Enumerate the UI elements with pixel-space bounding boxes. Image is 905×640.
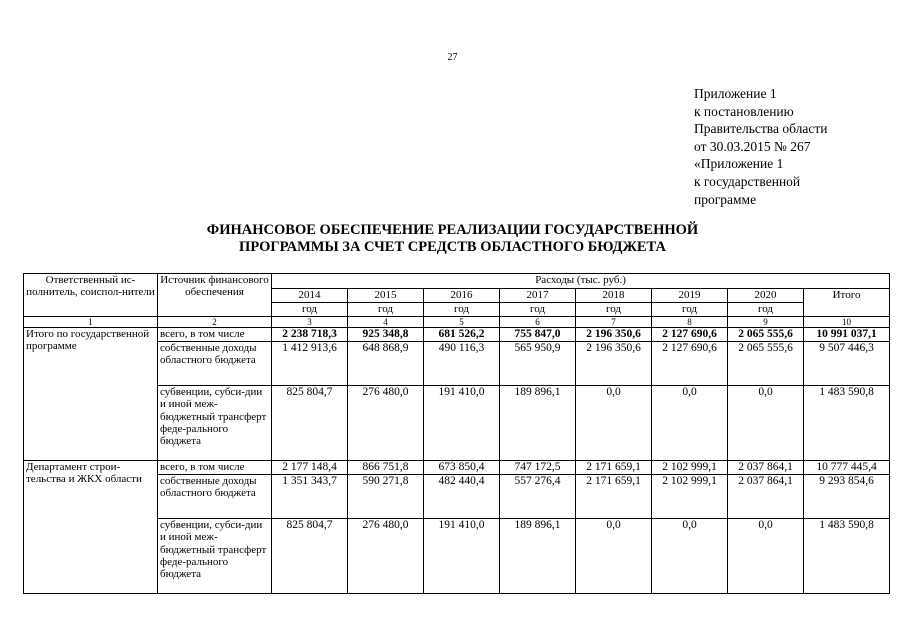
finance-table (23, 273, 890, 594)
appendix-line: к государственной (694, 173, 801, 189)
appendix-line: Приложение 1 (694, 86, 777, 101)
responsible-cell: Департамент строи-тельства и ЖКХ области (24, 461, 158, 594)
header-year: 2017 (500, 289, 576, 303)
header-year: 2014 (272, 289, 348, 303)
amount-cell: 2 238 718,3 (272, 328, 348, 342)
amount-cell: 1 483 590,8 (804, 519, 890, 594)
title-line: ФИНАНСОВОЕ ОБЕСПЕЧЕНИЕ РЕАЛИЗАЦИИ ГОСУДАРСТВЕННОЙ (206, 222, 699, 238)
amount-cell: 2 102 999,1 (652, 461, 728, 475)
amount-cell: 2 171 659,1 (576, 475, 652, 519)
amount-cell: 0,0 (652, 519, 728, 594)
amount-cell: 755 847,0 (500, 328, 576, 342)
amount-cell: 565 950,9 (500, 342, 576, 386)
header-year-unit: год (348, 303, 424, 317)
amount-cell: 0,0 (576, 519, 652, 594)
header-year-unit: год (500, 303, 576, 317)
appendix-line: Правительства области (694, 121, 828, 137)
amount-cell: 0,0 (728, 386, 804, 461)
column-number: 6 (500, 317, 576, 328)
source-cell: субвенции, субси-дии и иной меж-бюджетный трансферт феде-рального бюджета (158, 386, 272, 461)
header-year-unit: год (424, 303, 500, 317)
header-year: 2020 (728, 289, 804, 303)
document-title (0, 222, 905, 256)
header-year-unit: год (728, 303, 804, 317)
amount-cell: 10 777 445,4 (804, 461, 890, 475)
column-number: 5 (424, 317, 500, 328)
amount-cell: 673 850,4 (424, 461, 500, 475)
source-cell: всего, в том числе (158, 461, 272, 475)
amount-cell: 557 276,4 (500, 475, 576, 519)
column-number: 1 (24, 317, 158, 328)
header-year: 2019 (652, 289, 728, 303)
amount-cell: 747 172,5 (500, 461, 576, 475)
header-year-unit: год (576, 303, 652, 317)
amount-cell: 590 271,8 (348, 475, 424, 519)
header-expenses: Расходы (тыс. руб.) (272, 274, 890, 289)
amount-cell: 2 037 864,1 (728, 475, 804, 519)
amount-cell: 681 526,2 (424, 328, 500, 342)
header-source: Источник финансового обеспечения (158, 274, 272, 317)
amount-cell: 482 440,4 (424, 475, 500, 519)
amount-cell: 2 065 555,6 (728, 342, 804, 386)
column-number: 10 (804, 317, 890, 328)
column-number: 2 (158, 317, 272, 328)
amount-cell: 2 196 350,6 (576, 328, 652, 342)
amount-cell: 0,0 (652, 386, 728, 461)
amount-cell: 276 480,0 (348, 386, 424, 461)
amount-cell: 866 751,8 (348, 461, 424, 475)
amount-cell: 490 116,3 (424, 342, 500, 386)
amount-cell: 825 804,7 (272, 386, 348, 461)
header-year: 2016 (424, 289, 500, 303)
amount-cell: 1 412 913,6 (272, 342, 348, 386)
amount-cell: 276 480,0 (348, 519, 424, 594)
column-number: 7 (576, 317, 652, 328)
title-line: ПРОГРАММЫ ЗА СЧЕТ СРЕДСТВ ОБЛАСТНОГО БЮДЖЕТА (239, 239, 666, 255)
amount-cell: 0,0 (576, 386, 652, 461)
amount-cell: 189 896,1 (500, 386, 576, 461)
header-year-unit: год (272, 303, 348, 317)
amount-cell: 2 065 555,6 (728, 328, 804, 342)
amount-cell: 1 483 590,8 (804, 386, 890, 461)
amount-cell: 9 507 446,3 (804, 342, 890, 386)
amount-cell: 2 177 148,4 (272, 461, 348, 475)
table-row (24, 328, 890, 342)
header-year-unit: год (652, 303, 728, 317)
amount-cell: 2 102 999,1 (652, 475, 728, 519)
amount-cell: 191 410,0 (424, 519, 500, 594)
source-cell: собственные доходы областного бюджета (158, 475, 272, 519)
table-row (24, 461, 890, 475)
source-cell: собственные доходы областного бюджета (158, 342, 272, 386)
column-number: 4 (348, 317, 424, 328)
amount-cell: 825 804,7 (272, 519, 348, 594)
header-year: 2015 (348, 289, 424, 303)
amount-cell: 925 348,8 (348, 328, 424, 342)
amount-cell: 2 196 350,6 (576, 342, 652, 386)
amount-cell: 0,0 (728, 519, 804, 594)
amount-cell: 2 171 659,1 (576, 461, 652, 475)
amount-cell: 10 991 037,1 (804, 328, 890, 342)
source-cell: субвенции, субси-дии и иной меж-бюджетный трансферт феде-рального бюджета (158, 519, 272, 594)
amount-cell: 191 410,0 (424, 386, 500, 461)
appendix-block (694, 85, 827, 208)
appendix-line: «Приложение 1 (694, 156, 784, 172)
header-total: Итого (804, 289, 890, 317)
page-number: 27 (447, 52, 458, 63)
column-number: 9 (728, 317, 804, 328)
column-number: 8 (652, 317, 728, 328)
amount-cell: 2 037 864,1 (728, 461, 804, 475)
amount-cell: 189 896,1 (500, 519, 576, 594)
source-cell: всего, в том числе (158, 328, 272, 342)
amount-cell: 2 127 690,6 (652, 328, 728, 342)
amount-cell: 9 293 854,6 (804, 475, 890, 519)
amount-cell: 2 127 690,6 (652, 342, 728, 386)
header-responsible: Ответственный ис-полнитель, соиспол-нители (24, 274, 158, 317)
amount-cell: 648 868,9 (348, 342, 424, 386)
appendix-line: к постановлению (694, 103, 794, 119)
appendix-line: от 30.03.2015 № 267 (694, 138, 811, 154)
responsible-cell: Итого по государственной программе (24, 328, 158, 461)
header-year: 2018 (576, 289, 652, 303)
appendix-line: программе (694, 191, 757, 207)
column-number: 3 (272, 317, 348, 328)
amount-cell: 1 351 343,7 (272, 475, 348, 519)
